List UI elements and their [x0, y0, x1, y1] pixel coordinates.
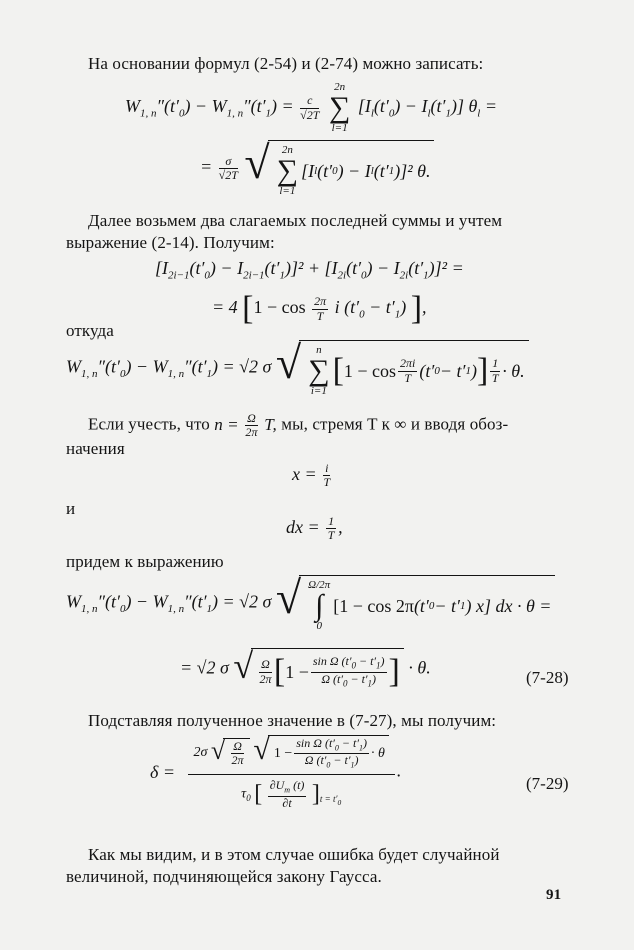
- equation-dx-def: dx = $\frac{1}{T}$ ,: [286, 514, 343, 543]
- if-line-1-prefix: Если учесть, что: [88, 414, 210, 434]
- and-word: и: [66, 499, 76, 518]
- intro-text: На основании формул (2-54) и (2-74) можно записать:: [88, 54, 484, 73]
- final-paragraph: [66, 844, 571, 888]
- paragraph-if-line-2: начения: [66, 439, 125, 458]
- n-substitution: n = $\frac{\Omega}{2\pi}$ T,: [214, 411, 282, 440]
- equation-x-def: x = $\frac{i}{T}$: [292, 461, 331, 490]
- equation-w-difference-sum: $W_{1, n}''(t'_0) - W_{1, n}''(t'_1)$ = $\frac{c}{√2T}$ 2n ∑ l=1 $[I_l(t'_0) - I_l(t'_1)] \theta_l$ =: [125, 81, 498, 134]
- equation-delta: δ = 2σ √ $\frac{\Omega}{2\pi}$ √ 1 − $\frac{\sin \Omega (t'_0 - t'_1)}{\Omega (t'_0 - t'_1)}$ · θ $\tau_0$ [ $\frac{\partial U_m (t)}{\partial t}$ ]$_{t = t'_0}$ .: [150, 733, 402, 810]
- equation-squared-difference: $[I_{2i-1}(t'_0) - I_{2i-1}(t'_1)]^2 + [I_{2i}(t'_0) - I_{2i}(t'_1)]^2$ =: [155, 258, 464, 282]
- paragraph-sum-terms: [66, 210, 571, 254]
- substitute-text: Подставляя полученное значение в (7-27), мы получим:: [88, 711, 497, 730]
- final-line-2: величиной, подчиняющейся закону Гаусса.: [66, 867, 382, 886]
- paragraph-if-line-1: [88, 412, 508, 439]
- equation-sinc-form: = √2 σ √ $\frac{\Omega}{2\pi}$ [ 1 − $\frac{\sin \Omega (t'_0 - t'_1)}{\Omega (t'_0 - t'_1)}$ ] · θ.: [180, 646, 431, 690]
- equation-number-7-28: (7-28): [526, 668, 569, 687]
- equation-w-root-cosine-sum: $W_{1, n}''(t'_0) - W_{1, n}''(t'_1) = √2$ σ √ n ∑ i=1 [ 1 − cos $\frac{2\pi i}{T}$ (t′ 0 − t′ 1 ) ] $\frac{1}{T}$ · θ.: [66, 340, 529, 397]
- otkuda-text: откуда: [66, 321, 114, 340]
- paragraph-sum-line-1: Далее возьмем два слагаемых последней суммы и учтем: [88, 211, 503, 230]
- paragraph-sum-line-2: выражение (2-14). Получим:: [66, 233, 275, 252]
- final-line-1: Как мы видим, и в этом случае ошибка будет случайной: [88, 845, 500, 864]
- equation-cosine-form: = 4 [1 − cos $\frac{2\pi}{T}$ i $(t'_0 - t'_1)$ ],: [212, 290, 427, 327]
- equation-integral-form: $W_{1, n}''(t'_0) - W_{1, n}''(t'_1) = √2$ σ √ Ω/2π ∫ 0 [1 − cos 2π (t′ 0 − t′ 1 ) x] dx · θ =: [66, 575, 555, 632]
- page-number: 91: [546, 887, 562, 903]
- if-line-1-suffix: мы, стремя T к ∞ и вводя обоз-: [281, 414, 509, 434]
- equation-number-7-29: (7-29): [526, 774, 569, 793]
- arrive-text: придем к выражению: [66, 552, 224, 571]
- equation-sigma-root-sum: = $\frac{\sigma}{√2T}$ √ 2n ∑ l=1 [I l (t′ 0 ) − I l (t′ 1 )]² θ.: [200, 140, 434, 197]
